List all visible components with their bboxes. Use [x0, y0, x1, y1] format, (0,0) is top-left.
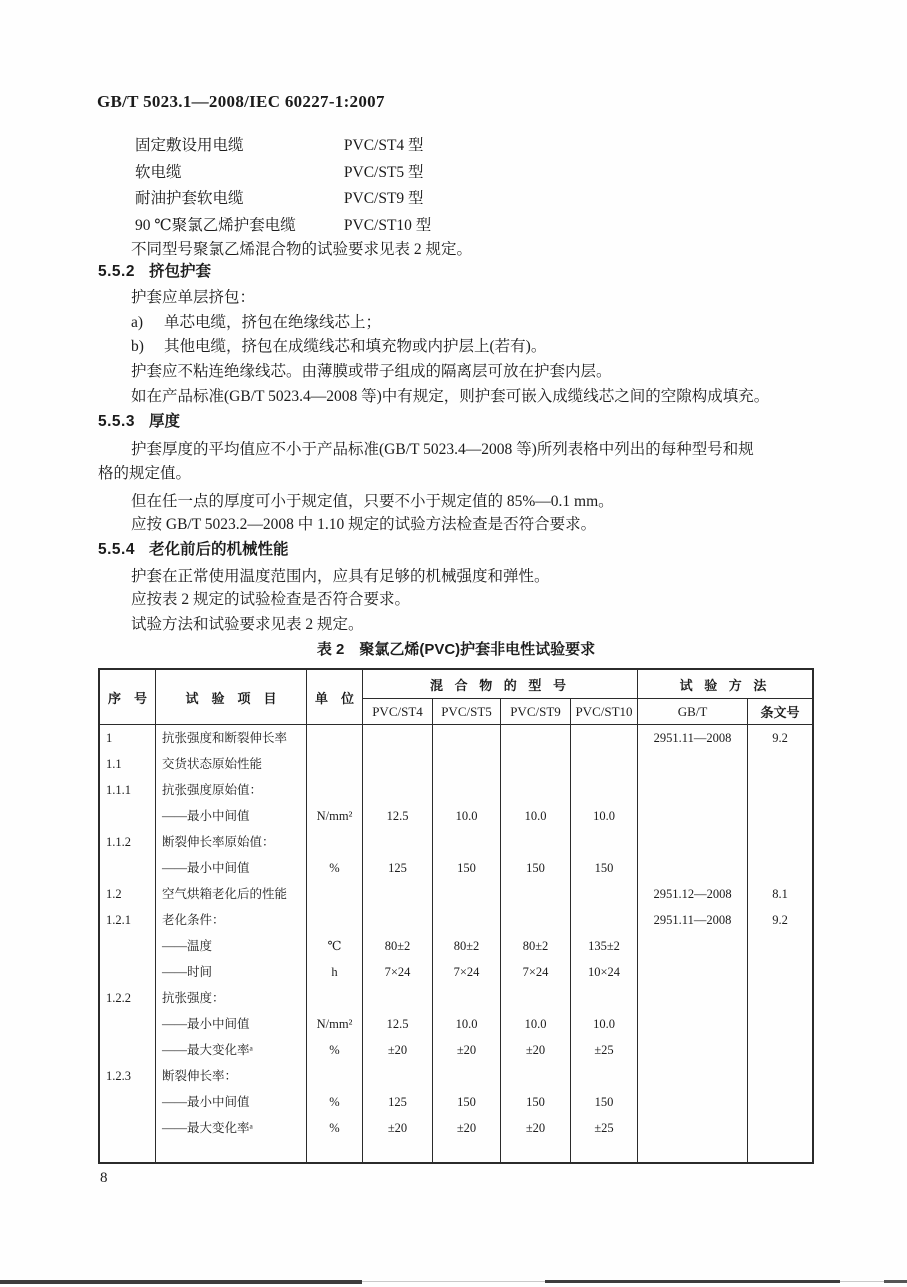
cable-type: PVC/ST9 型 [343, 190, 424, 207]
paragraph: 不同型号聚氯乙烯混合物的试验要求见表 2 规定。 [131, 241, 473, 258]
paragraph: 格的规定值。 [98, 465, 192, 482]
table-cell [307, 1063, 362, 1089]
table-cell [307, 881, 362, 907]
table-column-st10 [571, 725, 638, 1162]
table-cell [748, 1011, 812, 1037]
table-body [100, 725, 812, 1162]
table-cell [748, 803, 812, 829]
table-cell: ±25 [594, 1121, 614, 1135]
table-cell [433, 985, 500, 1011]
table-cell [638, 829, 747, 855]
table-cell: 空气烘箱老化后的性能 [162, 887, 288, 901]
table-cell [106, 1037, 155, 1063]
table-cell [363, 985, 432, 1011]
table-cell: 8.1 [772, 887, 788, 901]
header-mixture-group: 混 合 物 的 型 号 [363, 670, 638, 699]
page-number: 8 [100, 1170, 108, 1186]
section-heading-553 [98, 412, 814, 432]
table-cell [638, 777, 747, 803]
table-column-gbt [638, 725, 748, 1162]
table-column-st5 [433, 725, 501, 1162]
table-cell: 7×24 [384, 965, 411, 979]
table-cell: 交货状态原始性能 [162, 757, 263, 771]
table-cell [106, 1089, 155, 1115]
table-cell: 10×24 [587, 965, 621, 979]
table-column-st4 [363, 725, 433, 1162]
table-cell: 9.2 [772, 731, 788, 745]
table-cell [433, 907, 500, 933]
table-cell: 150 [594, 861, 614, 875]
table-column-item [156, 725, 307, 1162]
document-code: GB/T 5023.1—2008/IEC 60227-1:2007 [97, 92, 385, 111]
table-cell: % [329, 1043, 340, 1057]
table-cell: 10.0 [524, 809, 547, 823]
table-cell: 断裂伸长率原始值： [162, 835, 275, 849]
table-cell [307, 829, 362, 855]
section-number: 5.5.4 [98, 541, 135, 558]
table-cell: ——时间 [162, 965, 213, 979]
table-cell [433, 1063, 500, 1089]
table-cell: ——最小中间值 [162, 809, 250, 823]
table-cell: 10.0 [524, 1017, 547, 1031]
table-cell [433, 725, 500, 751]
table-cell: 1.1.2 [106, 835, 131, 849]
table-cell: 1.2 [106, 887, 122, 901]
table-cell [307, 907, 362, 933]
table-column-clause [748, 725, 812, 1162]
table-cell: 12.5 [386, 1017, 409, 1031]
header-clause: 条文号 [760, 705, 800, 720]
table-cell [571, 777, 637, 803]
table-cell [638, 959, 747, 985]
cable-label: 软电缆 [135, 163, 182, 181]
table-cell [501, 907, 570, 933]
header-type-st5: PVC/ST5 [433, 699, 501, 724]
table-cell: 1 [106, 731, 113, 745]
table-cell [501, 751, 570, 777]
table-cell: 12.5 [386, 809, 409, 823]
item-text: 其他电缆，挤包在成缆线芯和填充物或内护层上(若有)。 [164, 338, 547, 355]
cable-label: 90 ℃聚氯乙烯护套电缆 [135, 216, 296, 234]
table-column-unit [307, 725, 363, 1162]
table-cell [433, 777, 500, 803]
section-title: 厚度 [148, 413, 180, 430]
table-cell: ——最小中间值 [162, 861, 250, 875]
table-cell: 老化条件： [162, 913, 225, 927]
table-cell: h [331, 965, 338, 979]
table-cell: 10.0 [593, 1017, 615, 1031]
table-cell: 1.2.1 [106, 913, 131, 927]
table-cell [363, 725, 432, 751]
section-title: 挤包护套 [148, 263, 211, 280]
table-cell: 10.0 [593, 809, 615, 823]
table-cell [501, 777, 570, 803]
section-title: 老化前后的机械性能 [148, 541, 289, 558]
section-heading-554 [98, 540, 814, 560]
paragraph: 护套应单层挤包： [131, 289, 256, 306]
table-cell [363, 777, 432, 803]
table-cell: ±20 [456, 1121, 477, 1135]
table-pvc-sheath-tests [98, 668, 814, 1164]
table-cell [363, 1063, 432, 1089]
item-marker: a) [131, 314, 144, 331]
table-cell: 80±2 [384, 939, 411, 953]
section-number: 5.5.2 [98, 263, 135, 280]
list-item [135, 186, 431, 213]
table-cell [307, 725, 362, 751]
cable-type: PVC/ST10 型 [343, 216, 432, 234]
table-cell: 抗张强度和断裂伸长率 [162, 731, 288, 745]
table-cell: ±25 [594, 1043, 614, 1057]
table-cell [638, 855, 747, 881]
list-item-b [98, 337, 814, 357]
table-column-st9 [501, 725, 571, 1162]
table-cell [571, 1063, 637, 1089]
table-cell: 80±2 [453, 939, 480, 953]
table-cell [748, 1037, 812, 1063]
table-cell [571, 751, 637, 777]
table-cell [571, 907, 637, 933]
table-cell: 125 [388, 1095, 407, 1109]
cable-label: 耐油护套软电缆 [135, 190, 244, 207]
table-cell [363, 907, 432, 933]
table-cell [433, 881, 500, 907]
table-cell: 150 [526, 1095, 545, 1109]
table-cell [748, 959, 812, 985]
table-cell [748, 1089, 812, 1115]
table-cell: % [329, 861, 340, 875]
table-cell [638, 1037, 747, 1063]
table-cell [748, 985, 812, 1011]
paragraph: 试验方法和试验要求见表 2 规定。 [131, 616, 364, 633]
table-cell [638, 751, 747, 777]
table-cell: 抗张强度原始值： [162, 783, 263, 797]
table-cell [571, 881, 637, 907]
table-cell [571, 725, 637, 751]
item-text: 单芯电缆，挤包在绝缘线芯上； [164, 314, 382, 331]
table-cell [501, 881, 570, 907]
table-cell [106, 803, 155, 829]
table-cell [748, 751, 812, 777]
table-cell [363, 751, 432, 777]
table-cell [638, 933, 747, 959]
header-test-item: 试 验 项 目 [156, 670, 307, 724]
table-cell [748, 1063, 812, 1089]
paragraph: 应按 GB/T 5023.2—2008 中 1.10 规定的试验方法检查是否符合要求。 [131, 516, 597, 533]
table-cell: ℃ [327, 939, 342, 953]
table-cell: ——最大变化率ᵃ [162, 1121, 253, 1135]
table-cell [106, 959, 155, 985]
table-cell: 1.1.1 [106, 783, 131, 797]
table-cell [501, 725, 570, 751]
header-method-group: 试 验 方 法 [638, 670, 812, 699]
table-cell [638, 1089, 747, 1115]
table-cell: 7×24 [453, 965, 480, 979]
paragraph: 护套在正常使用温度范围内，应具有足够的机械强度和弹性。 [131, 568, 550, 585]
list-item [135, 160, 431, 187]
table-cell: ——最小中间值 [162, 1095, 250, 1109]
header-type-st4: PVC/ST4 [363, 699, 433, 724]
cable-label: 固定敷设用电缆 [135, 137, 244, 154]
table-cell [307, 751, 362, 777]
table-cell [748, 777, 812, 803]
table-cell [638, 803, 747, 829]
table-cell: 80±2 [522, 939, 549, 953]
paragraph: 如在产品标准(GB/T 5023.4—2008 等)中有规定，则护套可嵌入成缆线芯之间的空隙构成填充。 [131, 388, 770, 405]
table-cell: 2951.12—2008 [653, 887, 732, 901]
table-cell: 9.2 [772, 913, 788, 927]
table-cell: 2951.11—2008 [653, 731, 732, 745]
table-cell: 2951.11—2008 [653, 913, 732, 927]
table-header [100, 670, 812, 725]
table-cell: 1.1 [106, 757, 122, 771]
cable-type: PVC/ST4 型 [343, 137, 424, 154]
table-cell: ——最小中间值 [162, 1017, 250, 1031]
table-cell [363, 881, 432, 907]
table-cell [106, 855, 155, 881]
header-unit: 单 位 [307, 670, 363, 724]
table-column-seq [100, 725, 156, 1162]
item-marker: b) [131, 338, 144, 355]
table-cell: ±20 [387, 1043, 408, 1057]
table-cell [638, 985, 747, 1011]
table-cell [501, 1063, 570, 1089]
table-cell: 1.2.2 [106, 991, 131, 1005]
table-cell [106, 1115, 155, 1141]
scan-edge-segment [545, 1280, 840, 1283]
table-cell: ±20 [525, 1043, 546, 1057]
table-cell: 150 [457, 861, 476, 875]
table-cell: ±20 [387, 1121, 408, 1135]
table-cell [748, 933, 812, 959]
table-cell [106, 933, 155, 959]
table-cell [571, 985, 637, 1011]
list-item-a [98, 313, 814, 333]
table-cell [106, 1011, 155, 1037]
table-cell [501, 829, 570, 855]
table-cell [571, 829, 637, 855]
table-cell [307, 777, 362, 803]
table-cell: N/mm² [316, 809, 353, 823]
table-cell: 抗张强度： [162, 991, 225, 1005]
header-type-st9: PVC/ST9 [501, 699, 571, 724]
scan-edge-segment [884, 1280, 907, 1283]
table-cell [307, 985, 362, 1011]
section-number: 5.5.3 [98, 413, 135, 430]
table-cell: 断裂伸长率： [162, 1069, 238, 1083]
table-cell: N/mm² [316, 1017, 353, 1031]
list-item [135, 133, 431, 160]
header-seq: 序 号 [100, 670, 156, 724]
paragraph: 但在任一点的厚度可小于规定值，只要不小于规定值的 85%—0.1 mm。 [131, 493, 614, 510]
table-cell [748, 829, 812, 855]
table-cell: ——最大变化率ᵃ [162, 1043, 253, 1057]
table-cell: 7×24 [522, 965, 549, 979]
table-cell: ±20 [456, 1043, 477, 1057]
table-cell [433, 829, 500, 855]
table-cell: % [329, 1095, 340, 1109]
table-cell: 125 [388, 861, 407, 875]
cable-type: PVC/ST5 型 [343, 163, 424, 181]
table-cell: 150 [526, 861, 545, 875]
header-type-st10: PVC/ST10 [571, 699, 638, 724]
table-cell: 135±2 [588, 939, 620, 953]
table-cell [638, 1063, 747, 1089]
list-item [135, 213, 431, 240]
table-caption: 表 2 聚氯乙烯(PVC)护套非电性试验要求 [316, 641, 596, 658]
paragraph: 护套厚度的平均值应不小于产品标准(GB/T 5023.4—2008 等)所列表格中列出的每种型号和规 [131, 441, 754, 458]
table-cell [748, 855, 812, 881]
table-cell: 10.0 [455, 809, 478, 823]
header-gbt: GB/T [638, 699, 748, 724]
paragraph: 应按表 2 规定的试验检查是否符合要求。 [131, 591, 411, 608]
table-cell [748, 1115, 812, 1141]
table-cell: 1.2.3 [106, 1069, 131, 1083]
table-cell [501, 985, 570, 1011]
table-cell [433, 751, 500, 777]
table-cell: 150 [594, 1095, 614, 1109]
table-cell [638, 1115, 747, 1141]
table-cell: 10.0 [455, 1017, 478, 1031]
cable-type-list [135, 133, 431, 239]
table-cell: % [329, 1121, 340, 1135]
table-cell [363, 829, 432, 855]
paragraph: 护套应不粘连绝缘线芯。由薄膜或带子组成的隔离层可放在护套内层。 [131, 363, 612, 380]
table-cell [638, 1011, 747, 1037]
table-cell: ——温度 [162, 939, 213, 953]
scan-edge-segment [0, 1280, 362, 1284]
table-cell: ±20 [525, 1121, 546, 1135]
table-cell: 150 [457, 1095, 476, 1109]
section-heading-552 [98, 262, 814, 282]
